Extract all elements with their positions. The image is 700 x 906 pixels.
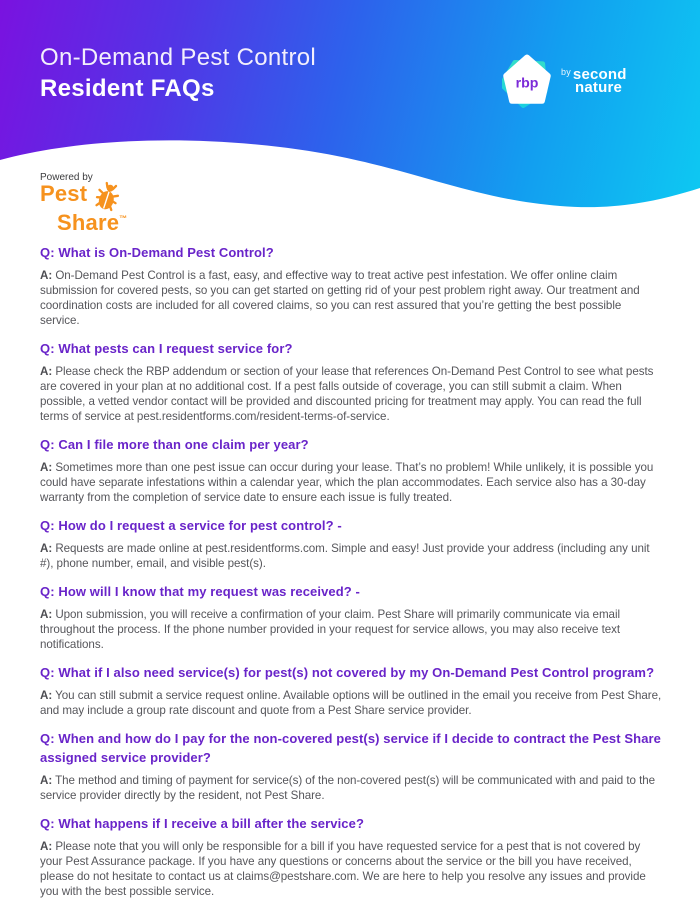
answer-text: You can still submit a service request online. Available options will be outlined in the email you receive from Pest Share, and may include a group rate discount and quote from a Pest Share service provider. — [40, 689, 662, 717]
answer-prefix: A: — [40, 689, 53, 702]
rbp-house-badge-icon — [502, 50, 552, 110]
by-label: by — [561, 67, 571, 77]
faq-question: Q: What is On-Demand Pest Control? — [40, 245, 274, 260]
faq-answer — [40, 688, 662, 718]
answer-prefix: A: — [40, 269, 53, 282]
powered-by-pestshare-logo — [40, 172, 127, 235]
faq-item-8 — [40, 814, 662, 899]
faq-answer — [40, 839, 662, 899]
answer-prefix: A: — [40, 774, 53, 787]
page-title — [40, 42, 316, 104]
faq-question: Q: Can I file more than one claim per year? — [40, 437, 309, 452]
second-nature-wordmark — [561, 66, 627, 94]
faq-item-3 — [40, 435, 662, 505]
share-wordmark: Share — [57, 210, 120, 235]
faq-question: Q: When and how do I pay for the non-covered pest(s) service if I decide to contract the Pest Share assigned service provider? — [40, 731, 662, 765]
title-line1: On-Demand Pest Control — [40, 44, 317, 71]
faq-item-2 — [40, 339, 662, 424]
faq-item-5 — [40, 582, 662, 652]
faq-question: Q: How will I know that my request was received? - — [40, 584, 360, 599]
faq-item-7 — [40, 729, 662, 803]
faq-answer — [40, 607, 662, 652]
answer-text: Sometimes more than one pest issue can occur during your lease. That’s no problem! While unlikely, it is possible you could have separate infestations within a calendar year, which the plan accommodates. Each service also has a 30-day warranty from the completion of service date to ensure each issue is fully treated. — [40, 461, 654, 504]
faq-question: Q: What happens if I receive a bill after the service? — [40, 816, 365, 831]
answer-prefix: A: — [40, 840, 53, 853]
faq-item-4 — [40, 516, 662, 571]
answer-prefix: A: — [40, 608, 53, 621]
faq-answer — [40, 268, 662, 328]
faq-answer — [40, 541, 662, 571]
powered-by-label: Powered by — [40, 172, 93, 183]
answer-prefix: A: — [40, 461, 53, 474]
pest-wordmark: Pest — [40, 181, 88, 206]
answer-text: On-Demand Pest Control is a fast, easy, and effective way to treat active pest infestation. We offer online claim submission for covered pests, so you can get started on getting rid of your pest problem right away. Our treatment and coordination costs are included for all covered claims, so you can rest assured that you’re getting the best possible service. — [40, 269, 640, 327]
nature-label: nature — [575, 79, 623, 96]
faq-question: Q: What pests can I request service for? — [40, 341, 293, 356]
rbp-wordmark: rbp — [515, 75, 539, 92]
title-line2: Resident FAQs — [40, 75, 215, 102]
bug-icon — [91, 180, 124, 213]
answer-text: Please note that you will only be responsible for a bill if you have requested service for a pest that is not covered by your Pest Assurance package. If you have any questions or concerns about the service or the bill you have received, please do not hesitate to contact us at claims@pestshare.com. We are here to help you resolve any issues and provide you with the best possible service. — [40, 840, 646, 898]
second-label: second — [572, 66, 627, 83]
answer-prefix: A: — [40, 542, 53, 555]
faq-list — [40, 243, 662, 906]
faq-answer — [40, 364, 662, 424]
faq-item-6 — [40, 663, 662, 718]
faq-answer — [40, 460, 662, 505]
faq-question: Q: What if I also need service(s) for pest(s) not covered by my On-Demand Pest Control program? — [40, 665, 655, 680]
answer-text: Requests are made online at pest.residentforms.com. Simple and easy! Just provide your address (including any unit #), phone number, email, and visible pest(s). — [40, 542, 650, 570]
trademark-symbol: ™ — [119, 214, 128, 223]
rbp-second-nature-logo — [502, 50, 627, 110]
answer-text: Upon submission, you will receive a confirmation of your claim. Pest Share will primarily communicate via email throughout the process. If the phone number provided in your request for service allows, you may also receive text notifications. — [40, 608, 621, 651]
answer-text: The method and timing of payment for service(s) of the non-covered pest(s) will be communicated with and paid to the service provider directly by the resident, not Pest Share. — [40, 774, 656, 802]
answer-prefix: A: — [40, 365, 53, 378]
faq-question: Q: How do I request a service for pest control? - — [40, 518, 342, 533]
faq-item-1 — [40, 243, 662, 328]
faq-answer — [40, 773, 662, 803]
answer-text: Please check the RBP addendum or section of your lease that references On-Demand Pest Control to see what pests are covered in your plan at no additional cost. If a pest falls outside of coverage, you can still submit a claim. When possible, a vetted vendor contact will be provided and discounted pricing for treatment may apply. You can read the full terms of service at pest.residentforms.com/resident-terms-of-service. — [40, 365, 654, 423]
